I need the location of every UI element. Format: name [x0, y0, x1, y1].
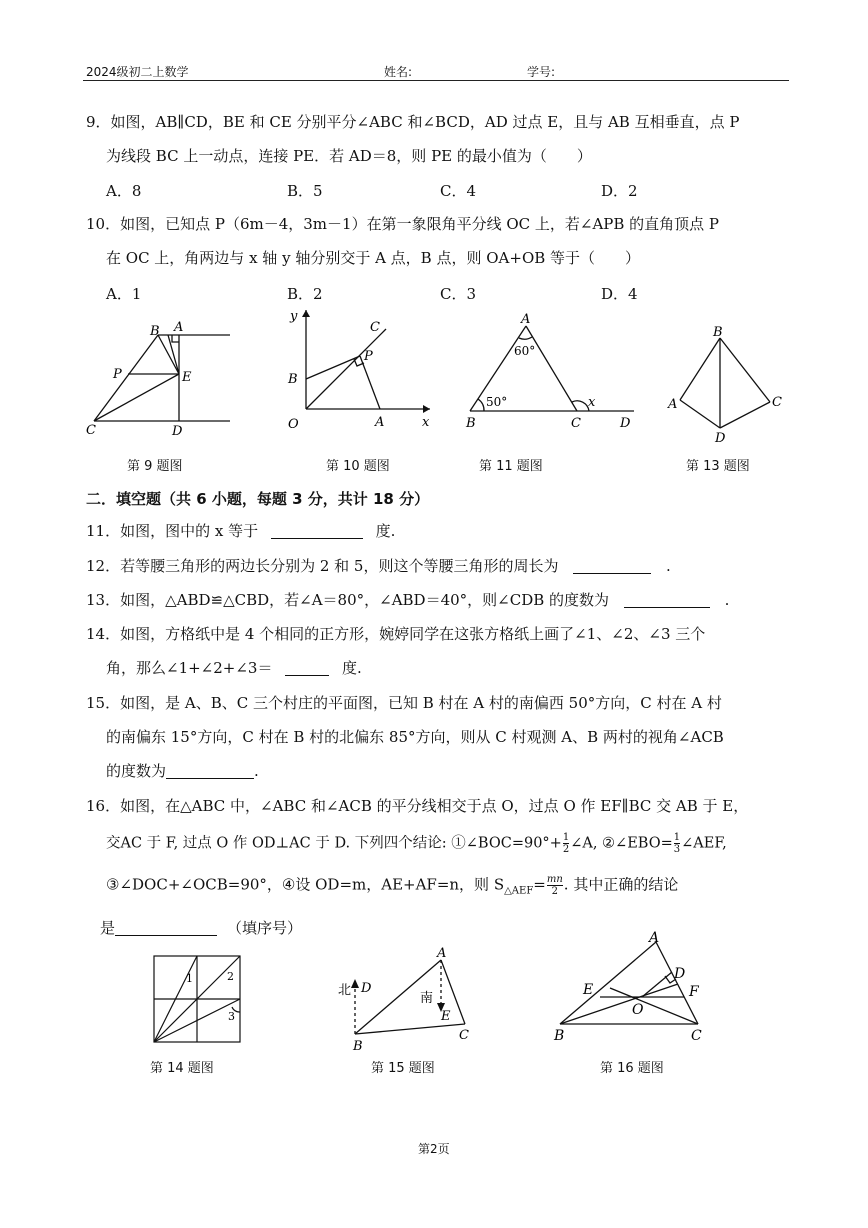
fig9-label-p: P — [113, 367, 122, 382]
q16-frac2-num: 1 — [673, 832, 681, 843]
section-2-title: 二．填空题（共 6 小题，每题 3 分，共计 18 分） — [86, 490, 430, 508]
figure-16 — [548, 928, 716, 1048]
q14-line1: 14．如图，方格纸中是 4 个相同的正方形，婉婷同学在这张方格纸上画了∠1、∠2、∠3 三个 — [86, 625, 706, 643]
fig10-label-p: P — [364, 349, 373, 364]
fig9-label-d: D — [172, 424, 183, 439]
figure-13 — [662, 320, 792, 445]
fig14-label-1: 1 — [186, 972, 193, 985]
figure-11 — [462, 310, 642, 435]
q14-unit: 度. — [342, 659, 362, 677]
fig13-label-d: D — [715, 431, 726, 445]
q16-line2-part1: 交AC 于 F, 过点 O 作 OD⊥AC 于 D. 下列四个结论: ①∠BOC=90°+ — [106, 835, 562, 852]
fig9-caption: 第 9 题图 — [127, 459, 183, 474]
fig10-label-o: O — [288, 417, 299, 432]
q11-text: 11．如图，图中的 x 等于 — [86, 522, 259, 540]
q15-text: 的度数为 — [106, 762, 167, 780]
fig16-label-d: D — [674, 966, 686, 982]
q16-answer-blank[interactable] — [115, 921, 217, 936]
q12-text: 12．若等腰三角形的两边长分别为 2 和 5，则这个等腰三角形的周长为 — [86, 557, 559, 575]
q10-option-c: C．3 — [440, 285, 477, 303]
fig15-caption: 第 15 题图 — [371, 1061, 435, 1076]
q15-end: . — [254, 762, 259, 780]
q16-area-subscript: △AEF — [504, 885, 534, 897]
header-divider — [83, 80, 789, 81]
fig10-label-c: C — [370, 320, 380, 335]
q16-frac2-den: 3 — [673, 844, 681, 855]
q15-line1: 15．如图，是 A、B、C 三个村庄的平面图，已知 B 村在 A 村的南偏西 50°方向，C 村在 A 村 — [86, 694, 722, 712]
fig10-label-y: y — [290, 309, 298, 324]
fig16-label-b: B — [554, 1028, 565, 1044]
fig11-label-a: A — [521, 312, 531, 327]
fig9-label-c: C — [86, 423, 96, 438]
fig11-caption: 第 11 题图 — [479, 459, 543, 474]
q11-answer-blank[interactable] — [271, 524, 363, 539]
fig11-label-b: B — [466, 416, 476, 431]
q16-line1: 16．如图，在△ABC 中，∠ABC 和∠ACB 的平分线相交于点 O，过点 O 作 EF∥BC 交 AB 于 E， — [86, 797, 749, 815]
fig13-caption: 第 13 题图 — [686, 459, 750, 474]
q12-end: . — [666, 557, 671, 575]
figure-10 — [282, 305, 442, 440]
fig10-label-a: A — [375, 415, 385, 430]
q11-unit: 度. — [375, 522, 396, 540]
q16-line3 — [106, 874, 678, 902]
fig14-label-3: 3 — [228, 1010, 235, 1023]
figure-14 — [150, 952, 245, 1047]
fig9-label-a: A — [174, 320, 184, 335]
q16-frac1-num: 1 — [562, 832, 570, 843]
course-title: 2024级初二上数学 — [86, 65, 189, 79]
fig13-label-b: B — [713, 325, 723, 340]
q16-line3-part2: . 其中正确的结论 — [563, 875, 679, 894]
q12-answer-blank[interactable] — [573, 559, 651, 574]
fig11-label-d: D — [620, 416, 631, 431]
fig16-label-o: O — [632, 1002, 644, 1018]
q16-line4 — [100, 918, 302, 938]
fig11-label-60: 60° — [514, 344, 536, 358]
fig10-label-b: B — [288, 372, 298, 387]
q16-frac3-den: 2 — [551, 886, 558, 897]
page-number: 第2页 — [418, 1142, 450, 1156]
fig10-caption: 第 10 题图 — [326, 459, 390, 474]
fig16-label-f: F — [689, 984, 699, 1000]
q10-line2: 在 OC 上，角两边与 x 轴 y 轴分别交于 A 点，B 点，则 OA+OB 等于（ ） — [106, 249, 641, 267]
fig15-label-south: 南 — [420, 991, 434, 1006]
q9-option-c: C．4 — [440, 182, 477, 200]
q9-option-a: A．8 — [106, 182, 142, 200]
q9-line2: 为线段 BC 上一动点，连接 PE．若 AD＝8，则 PE 的最小值为（ ） — [106, 147, 592, 165]
fig11-label-50: 50° — [486, 395, 508, 409]
q16-line2-part3: ∠AEF, — [681, 835, 727, 852]
student-id-label: 学号: — [527, 65, 556, 79]
q16-fraction-1-2 — [563, 832, 569, 855]
q14-answer-blank[interactable] — [285, 661, 329, 676]
q10-option-b: B．2 — [287, 285, 323, 303]
fig14-label-2: 2 — [227, 970, 234, 983]
fig10-label-x: x — [422, 415, 430, 430]
q15-line2: 的南偏东 15°方向，C 村在 B 村的北偏东 85°方向，则从 C 村观测 A、B 两村的视角∠ACB — [106, 728, 724, 746]
fig15-label-north: 北 — [338, 983, 352, 998]
q13 — [86, 590, 729, 610]
q9-line1: 9．如图，AB∥CD，BE 和 CE 分别平分∠ABC 和∠BCD，AD 过点 E，且与 AB 互相垂直，点 P — [86, 113, 740, 131]
fig9-label-e: E — [182, 370, 192, 385]
fig14-caption: 第 14 题图 — [150, 1061, 214, 1076]
q10-option-a: A．1 — [106, 285, 142, 303]
q16-fraction-mn-2 — [547, 874, 563, 897]
q16-fill-note: （填序号） — [227, 919, 303, 937]
fig11-label-c: C — [571, 416, 581, 431]
q16-equals: = — [533, 875, 546, 894]
fig15-label-c: C — [459, 1028, 469, 1043]
q16-line3-part1: ③∠DOC+∠OCB=90°，④设 OD=m，AE+AF=n，则 S — [106, 875, 505, 894]
q13-end: . — [724, 591, 730, 609]
q16-frac3-num: mn — [546, 874, 563, 885]
q16-frac1-den: 2 — [562, 844, 570, 855]
q15-line3 — [106, 761, 259, 781]
q13-text: 13．如图，△ABD≌△CBD，若∠A＝80°，∠ABD＝40°，则∠CDB 的度数为 — [86, 591, 610, 609]
fig16-caption: 第 16 题图 — [600, 1061, 664, 1076]
fig13-label-c: C — [772, 395, 782, 410]
figure-15 — [333, 944, 483, 1056]
fig15-label-b: B — [353, 1039, 363, 1054]
q16-line4-text: 是 — [100, 919, 116, 937]
q14-text: 角，那么∠1+∠2+∠3＝ — [106, 659, 273, 677]
figure-9 — [80, 318, 245, 443]
fig16-label-a: A — [649, 930, 660, 946]
fig16-label-e: E — [583, 982, 594, 998]
fig15-label-a: A — [437, 946, 447, 961]
q10-option-d: D．4 — [601, 285, 638, 303]
fig13-label-a: A — [668, 397, 678, 412]
q11 — [86, 521, 395, 541]
name-label: 姓名: — [384, 65, 413, 79]
fig15-label-d: D — [361, 981, 372, 996]
fig11-label-x: x — [588, 395, 596, 410]
fig9-label-b: B — [150, 324, 160, 339]
fig16-label-c: C — [691, 1028, 702, 1044]
q9-option-d: D．2 — [601, 182, 638, 200]
q14-line2 — [106, 658, 362, 678]
fig15-label-e: E — [441, 1009, 451, 1024]
q16-line2-part2: ∠A, ②∠EBO= — [570, 835, 673, 852]
q13-answer-blank[interactable] — [624, 593, 710, 608]
q16-fraction-1-3 — [674, 832, 680, 855]
q16-line2 — [106, 832, 727, 855]
q12 — [86, 556, 671, 576]
q15-answer-blank[interactable] — [166, 764, 254, 779]
q10-line1: 10．如图，已知点 P（6m－4，3m－1）在第一象限角平分线 OC 上，若∠APB 的直角顶点 P — [86, 215, 720, 233]
q9-option-b: B．5 — [287, 182, 323, 200]
